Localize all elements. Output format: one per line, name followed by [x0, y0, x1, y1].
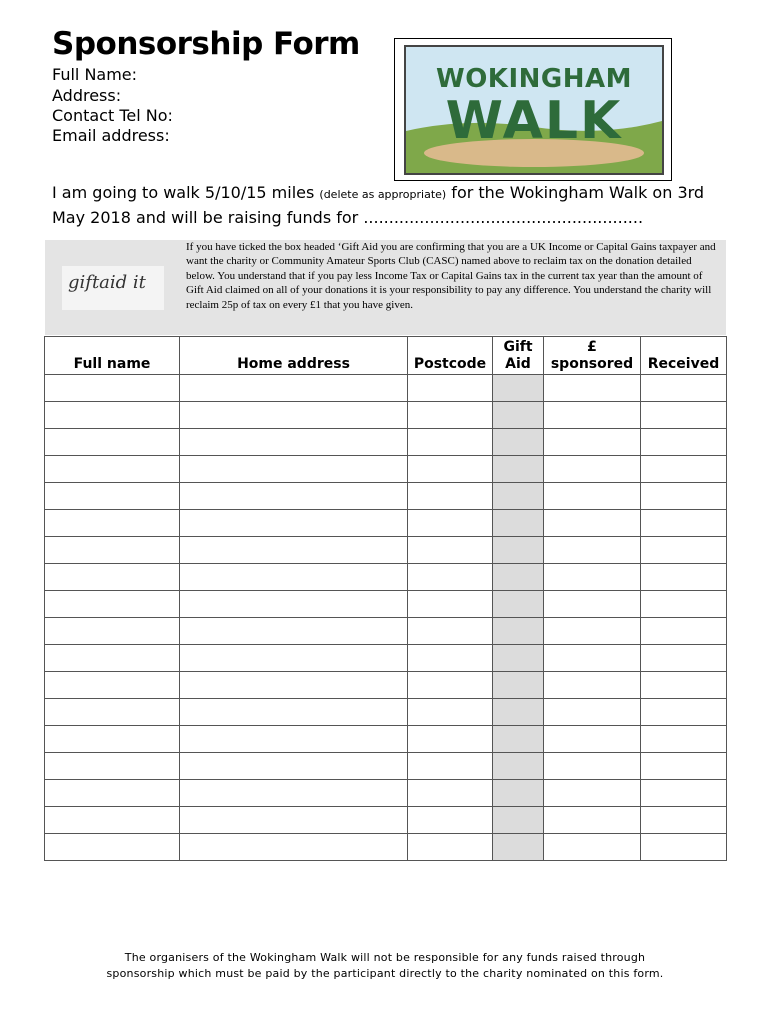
cell-full-name[interactable]: [45, 726, 180, 753]
cell-gift-aid[interactable]: [493, 375, 544, 402]
cell-received[interactable]: [641, 726, 727, 753]
cell-sponsored[interactable]: [544, 402, 641, 429]
cell-sponsored[interactable]: [544, 807, 641, 834]
cell-sponsored[interactable]: [544, 726, 641, 753]
cell-home-address[interactable]: [180, 483, 408, 510]
cell-received[interactable]: [641, 537, 727, 564]
header-sponsored-line1: £: [587, 339, 597, 355]
cell-sponsored[interactable]: [544, 591, 641, 618]
table-row: [45, 618, 727, 645]
cell-received[interactable]: [641, 807, 727, 834]
table-row: [45, 375, 727, 402]
cell-postcode[interactable]: [408, 510, 493, 537]
cell-gift-aid[interactable]: [493, 483, 544, 510]
cell-gift-aid[interactable]: [493, 672, 544, 699]
cell-home-address[interactable]: [180, 672, 408, 699]
header-postcode: Postcode: [408, 337, 493, 375]
table-row: [45, 780, 727, 807]
cell-sponsored[interactable]: [544, 645, 641, 672]
cell-home-address[interactable]: [180, 618, 408, 645]
pledge-statement: [52, 181, 732, 229]
table-row: [45, 483, 727, 510]
table-row: [45, 402, 727, 429]
cell-gift-aid[interactable]: [493, 807, 544, 834]
cell-full-name[interactable]: [45, 618, 180, 645]
header-received: Received: [641, 337, 727, 375]
cell-gift-aid[interactable]: [493, 537, 544, 564]
tel-label: Contact Tel No:: [52, 106, 173, 125]
cell-full-name[interactable]: [45, 834, 180, 861]
form-title: Sponsorship Form: [52, 26, 360, 62]
cell-received[interactable]: [641, 456, 727, 483]
cell-postcode[interactable]: [408, 375, 493, 402]
cell-gift-aid[interactable]: [493, 645, 544, 672]
full-name-label: Full Name:: [52, 65, 138, 84]
cell-gift-aid[interactable]: [493, 753, 544, 780]
cell-home-address[interactable]: [180, 807, 408, 834]
pledge-text-2: for the Wokingham Walk on 3rd May 2018 and will be raising funds for .......................................................: [52, 183, 705, 227]
table-row: [45, 645, 727, 672]
gift-aid-declaration: If you have ticked the box headed ‘Gift Aid you are confirming that you are a UK Income or Capital Gains taxpayer and want the charity or Community Amateur Sports Club (CASC) named above to reclaim tax on the donation detailed below. You understand that if you pay less Income Tax or Capital Gains tax in the current tax year than the amount of Gift Aid claimed on all of your donations it is your responsibility to pay any difference. You understand the charity will reclaim 25p of tax on every £1 that you have given.: [186, 241, 716, 311]
table-row: [45, 456, 727, 483]
cell-home-address[interactable]: [180, 429, 408, 456]
cell-full-name[interactable]: [45, 456, 180, 483]
cell-postcode[interactable]: [408, 618, 493, 645]
wokingham-walk-logo: [404, 45, 664, 175]
logo-text-wokingham: WOKINGHAM: [436, 64, 632, 94]
header-full-name: Full name: [45, 337, 180, 375]
cell-sponsored[interactable]: [544, 483, 641, 510]
header-sponsored: [544, 337, 641, 375]
cell-sponsored[interactable]: [544, 834, 641, 861]
cell-sponsored[interactable]: [544, 699, 641, 726]
cell-full-name[interactable]: [45, 699, 180, 726]
cell-home-address[interactable]: [180, 564, 408, 591]
cell-full-name[interactable]: [45, 672, 180, 699]
cell-received[interactable]: [641, 618, 727, 645]
cell-full-name[interactable]: [45, 375, 180, 402]
gift-aid-logo-text: giftaid it: [68, 272, 146, 293]
table-row: [45, 699, 727, 726]
email-label: Email address:: [52, 126, 170, 145]
cell-home-address[interactable]: [180, 726, 408, 753]
header-gift-aid-line1: Gift: [503, 339, 533, 355]
header-gift-aid: [493, 337, 544, 375]
cell-received[interactable]: [641, 672, 727, 699]
cell-received[interactable]: [641, 564, 727, 591]
cell-home-address[interactable]: [180, 780, 408, 807]
cell-received[interactable]: [641, 375, 727, 402]
cell-received[interactable]: [641, 510, 727, 537]
cell-received[interactable]: [641, 483, 727, 510]
cell-gift-aid[interactable]: [493, 510, 544, 537]
cell-postcode[interactable]: [408, 537, 493, 564]
address-label: Address:: [52, 86, 122, 105]
cell-home-address[interactable]: [180, 375, 408, 402]
table-row: [45, 429, 727, 456]
header-sponsored-line2: sponsored: [550, 356, 634, 372]
header-gift-aid-line2: Aid: [505, 356, 531, 372]
table-row: [45, 537, 727, 564]
cell-full-name[interactable]: [45, 402, 180, 429]
cell-sponsored[interactable]: [544, 510, 641, 537]
table-header-row: [45, 337, 727, 375]
cell-full-name[interactable]: [45, 483, 180, 510]
cell-postcode[interactable]: [408, 645, 493, 672]
cell-gift-aid[interactable]: [493, 699, 544, 726]
table-row: [45, 564, 727, 591]
cell-full-name[interactable]: [45, 429, 180, 456]
cell-home-address[interactable]: [180, 753, 408, 780]
cell-full-name[interactable]: [45, 564, 180, 591]
cell-full-name[interactable]: [45, 510, 180, 537]
cell-received[interactable]: [641, 429, 727, 456]
cell-sponsored[interactable]: [544, 564, 641, 591]
cell-postcode[interactable]: [408, 672, 493, 699]
table-row: [45, 591, 727, 618]
cell-sponsored[interactable]: [544, 456, 641, 483]
cell-sponsored[interactable]: [544, 780, 641, 807]
pledge-note: (delete as appropriate): [319, 188, 447, 201]
cell-postcode[interactable]: [408, 780, 493, 807]
cell-home-address[interactable]: [180, 645, 408, 672]
cell-sponsored[interactable]: [544, 672, 641, 699]
cell-full-name[interactable]: [45, 537, 180, 564]
cell-home-address[interactable]: [180, 456, 408, 483]
cell-received[interactable]: [641, 780, 727, 807]
cell-sponsored[interactable]: [544, 753, 641, 780]
cell-received[interactable]: [641, 834, 727, 861]
cell-received[interactable]: [641, 402, 727, 429]
cell-gift-aid[interactable]: [493, 726, 544, 753]
cell-full-name[interactable]: [45, 591, 180, 618]
cell-postcode[interactable]: [408, 402, 493, 429]
cell-postcode[interactable]: [408, 807, 493, 834]
cell-sponsored[interactable]: [544, 537, 641, 564]
cell-postcode[interactable]: [408, 834, 493, 861]
cell-home-address[interactable]: [180, 537, 408, 564]
cell-full-name[interactable]: [45, 753, 180, 780]
header-home-address: Home address: [180, 337, 408, 375]
cell-home-address[interactable]: [180, 591, 408, 618]
cell-received[interactable]: [641, 591, 727, 618]
cell-gift-aid[interactable]: [493, 402, 544, 429]
cell-sponsored[interactable]: [544, 618, 641, 645]
cell-sponsored[interactable]: [544, 375, 641, 402]
cell-postcode[interactable]: [408, 699, 493, 726]
cell-sponsored[interactable]: [544, 429, 641, 456]
footer-disclaimer: [80, 950, 690, 982]
cell-home-address[interactable]: [180, 834, 408, 861]
table-row: [45, 672, 727, 699]
cell-gift-aid[interactable]: [493, 834, 544, 861]
cell-full-name[interactable]: [45, 780, 180, 807]
cell-postcode[interactable]: [408, 726, 493, 753]
cell-postcode[interactable]: [408, 564, 493, 591]
cell-postcode[interactable]: [408, 591, 493, 618]
logo-text-walk: WALK: [445, 91, 623, 151]
cell-home-address[interactable]: [180, 510, 408, 537]
cell-full-name[interactable]: [45, 645, 180, 672]
footer-line-2: sponsorship which must be paid by the participant directly to the charity nominated on this form.: [106, 967, 664, 980]
table-row: [45, 807, 727, 834]
cell-gift-aid[interactable]: [493, 429, 544, 456]
cell-gift-aid[interactable]: [493, 564, 544, 591]
cell-gift-aid[interactable]: [493, 780, 544, 807]
table-row: [45, 834, 727, 861]
table-row: [45, 753, 727, 780]
cell-postcode[interactable]: [408, 483, 493, 510]
cell-received[interactable]: [641, 753, 727, 780]
cell-postcode[interactable]: [408, 753, 493, 780]
cell-gift-aid[interactable]: [493, 456, 544, 483]
cell-received[interactable]: [641, 645, 727, 672]
cell-gift-aid[interactable]: [493, 618, 544, 645]
table-row: [45, 510, 727, 537]
pledge-text-1: I am going to walk 5/10/15 miles: [52, 183, 320, 202]
footer-line-1: The organisers of the Wokingham Walk will not be responsible for any funds raised through: [124, 951, 646, 964]
cell-postcode[interactable]: [408, 456, 493, 483]
gift-aid-logo: [62, 266, 164, 310]
cell-received[interactable]: [641, 699, 727, 726]
table-row: [45, 726, 727, 753]
cell-postcode[interactable]: [408, 429, 493, 456]
cell-gift-aid[interactable]: [493, 591, 544, 618]
cell-home-address[interactable]: [180, 402, 408, 429]
sponsorship-table: [44, 336, 727, 861]
cell-full-name[interactable]: [45, 807, 180, 834]
cell-home-address[interactable]: [180, 699, 408, 726]
